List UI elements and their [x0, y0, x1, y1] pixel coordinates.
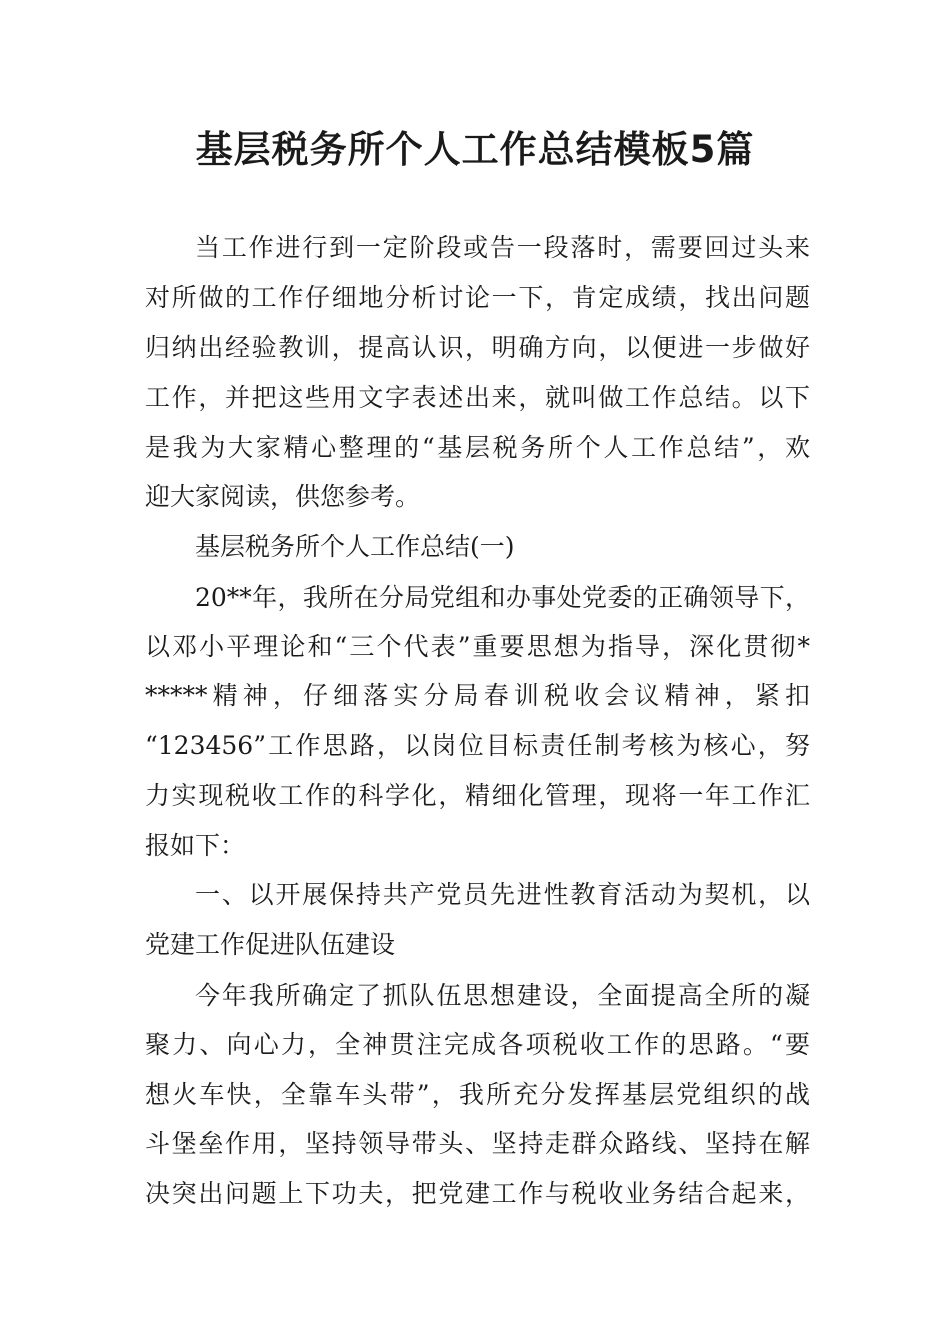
paragraph-line: 迎大家阅读，供您参考。: [145, 482, 421, 511]
section-heading: 一、以开展保持共产党员先进性教育活动为契机，以: [195, 880, 810, 909]
paragraph-line: 工作，并把这些用文字表述出来，就叫做工作总结。以下: [145, 383, 810, 412]
paragraph-line: 当工作进行到一定阶段或告一段落时，需要回过头来: [195, 233, 810, 262]
paragraph-line: 想火车快，全靠车头带”，我所充分发挥基层党组织的战: [145, 1080, 810, 1109]
paragraph-line: 报如下：: [145, 831, 246, 860]
section-heading: 基层税务所个人工作总结(一): [195, 532, 515, 561]
paragraph-line: 决突出问题上下功夫，把党建工作与税收业务结合起来，: [145, 1179, 810, 1208]
paragraph-line: 斗堡垒作用，坚持领导带头、坚持走群众路线、坚持在解: [145, 1129, 810, 1158]
document-title: 基层税务所个人工作总结模板5篇: [195, 128, 755, 171]
paragraph-line: 是我为大家精心整理的“基层税务所个人工作总结”，欢: [145, 433, 810, 462]
paragraph-line: 力实现税收工作的科学化，精细化管理，现将一年工作汇: [145, 781, 810, 810]
paragraph-line: 聚力、向心力，全神贯注完成各项税收工作的思路。“要: [145, 1030, 810, 1059]
paragraph-line: 今年我所确定了抓队伍思想建设，全面提高全所的凝: [195, 981, 810, 1010]
paragraph-line: 以邓小平理论和“三个代表”重要思想为指导，深化贯彻*: [145, 632, 810, 661]
paragraph-line: 归纳出经验教训，提高认识，明确方向，以便进一步做好: [145, 333, 810, 362]
paragraph-line: 20**年，我所在分局党组和办事处党委的正确领导下，: [195, 583, 810, 612]
paragraph-line: *****精神，仔细落实分局春训税收会议精神，紧扣: [145, 681, 810, 710]
paragraph-line: 对所做的工作仔细地分析讨论一下，肯定成绩，找出问题: [145, 283, 810, 312]
section-heading: 党建工作促进队伍建设: [145, 930, 396, 959]
paragraph-line: “123456”工作思路，以岗位目标责任制考核为核心，努: [145, 731, 810, 760]
